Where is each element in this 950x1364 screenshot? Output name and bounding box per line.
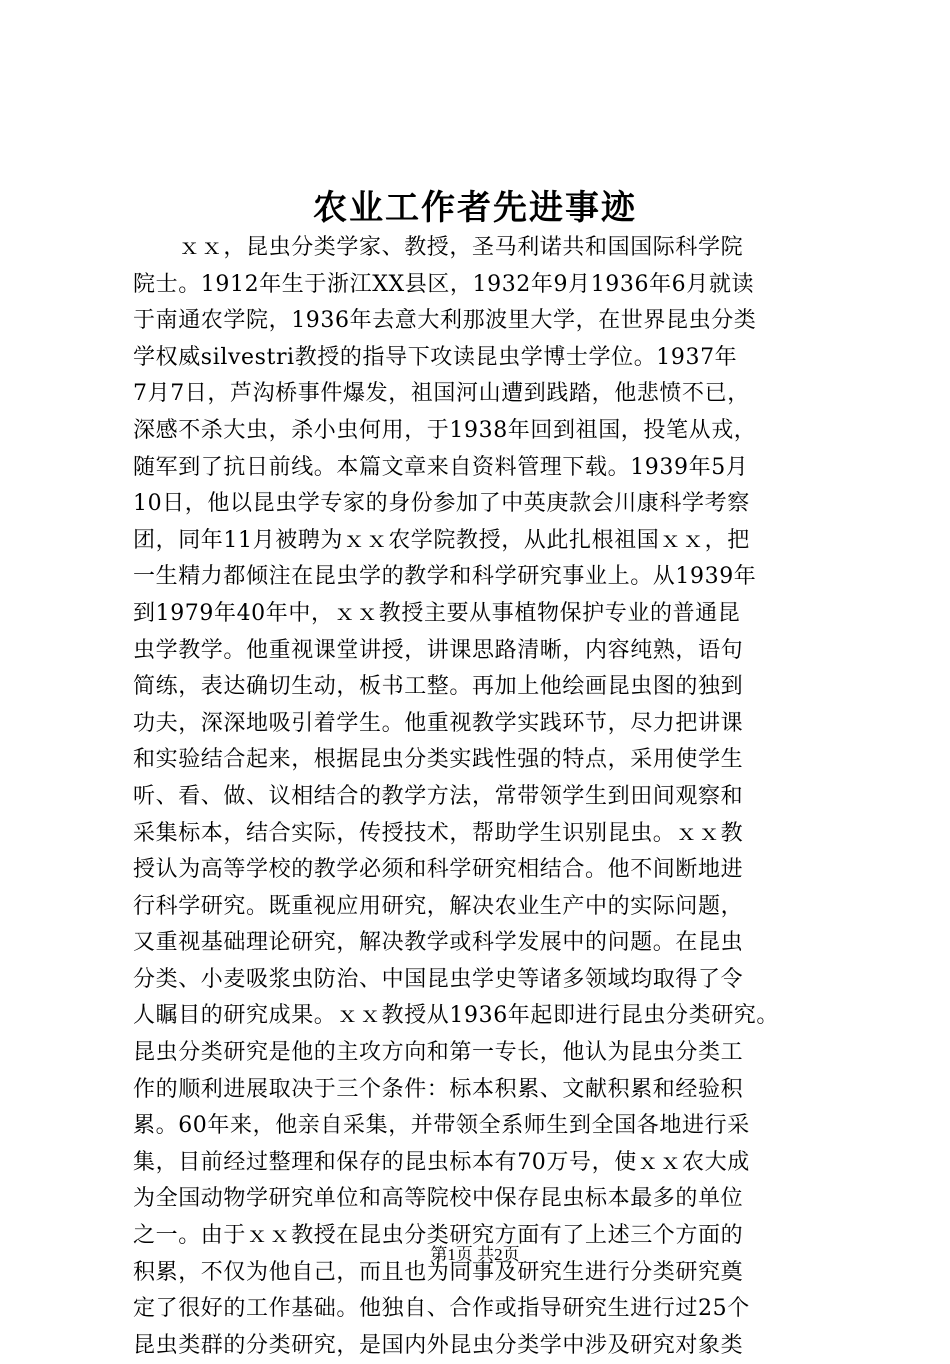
body-text-line: 分类、小麦吸浆虫防治、中国昆虫学史等诸多领域均取得了令 bbox=[133, 966, 744, 992]
body-text-line: 团，同年11月被聘为ｘｘ农学院教授，从此扎根祖国ｘｘ，把 bbox=[133, 527, 750, 553]
body-text-line: 10日，他以昆虫学专家的身份参加了中英庚款会川康科学考察 bbox=[133, 491, 750, 517]
page-number-footer: 第1页 共2页 bbox=[430, 1245, 520, 1264]
body-text-line: 随军到了抗日前线。本篇文章来自资料管理下载。1939年5月 bbox=[133, 454, 749, 480]
body-text-line: 之一。由于ｘｘ教授在昆虫分类研究方面有了上述三个方面的 bbox=[133, 1223, 744, 1249]
body-text-line: 虫学教学。他重视课堂讲授，讲课思路清晰，内容纯熟，语句 bbox=[133, 637, 744, 663]
document-body bbox=[133, 230, 835, 1364]
body-text-line: 简练，表达确切生动，板书工整。再加上他绘画昆虫图的独到 bbox=[133, 674, 744, 700]
document-title: 农业工作者先进事迹 bbox=[313, 188, 637, 228]
body-text-line: 功夫，深深地吸引着学生。他重视教学实践环节，尽力把讲课 bbox=[133, 710, 744, 736]
body-text-line: 授认为高等学校的教学必须和科学研究相结合。他不间断地进 bbox=[133, 857, 744, 883]
body-text-line: 集，目前经过整理和保存的昆虫标本有70万号，使ｘｘ农大成 bbox=[133, 1149, 750, 1175]
body-text-line: 到1979年40年中，ｘｘ教授主要从事植物保护专业的普通昆 bbox=[133, 600, 741, 626]
body-text-line: 积累，不仅为他自己，而且也为同事及研究生进行分类研究奠 bbox=[133, 1259, 744, 1285]
body-text-line: 定了很好的工作基础。他独自、合作或指导研究生进行过25个 bbox=[133, 1296, 750, 1322]
body-text-line: 和实验结合起来，根据昆虫分类实践性强的特点，采用使学生 bbox=[133, 747, 744, 773]
body-text-line: ｘｘ，昆虫分类学家、教授，圣马利诺共和国国际科学院 bbox=[133, 235, 744, 260]
body-text-line: 累。60年来，他亲自采集，并带领全系师生到全国各地进行采 bbox=[133, 1113, 750, 1139]
body-text-line: 为全国动物学研究单位和高等院校中保存昆虫标本最多的单位 bbox=[133, 1186, 744, 1212]
body-text-line: 深感不杀大虫，杀小虫何用，于1938年回到祖国，投笔从戎， bbox=[133, 417, 757, 443]
body-text-line: 听、看、做、议相结合的教学方法，常带领学生到田间观察和 bbox=[133, 783, 744, 809]
body-text-line: 一生精力都倾注在昆虫学的教学和科学研究事业上。从1939年 bbox=[133, 564, 757, 590]
body-text-line: 昆虫分类研究是他的主攻方向和第一专长，他认为昆虫分类工 bbox=[133, 1040, 744, 1066]
body-text-line: 院士。1912年生于浙江XX县区，1932年9月1936年6月就读 bbox=[133, 271, 755, 297]
body-text-line: 7月7日，芦沟桥事件爆发，祖国河山遭到践踏，他悲愤不已， bbox=[133, 381, 750, 407]
body-text-line: 于南通农学院，1936年去意大利那波里大学，在世界昆虫分类 bbox=[133, 308, 757, 334]
body-text-line: 作的顺利进展取决于三个条件：标本积累、文献积累和经验积 bbox=[133, 1076, 744, 1102]
body-text-line: 昆虫类群的分类研究，是国内外昆虫分类学中涉及研究对象类 bbox=[133, 1332, 744, 1358]
body-text-line: 人瞩目的研究成果。ｘｘ教授从1936年起即进行昆虫分类研究。 bbox=[133, 1003, 779, 1029]
body-text-line: 学权威silvestri教授的指导下攻读昆虫学博士学位。1937年 bbox=[133, 344, 738, 370]
body-text-line: 行科学研究。既重视应用研究，解决农业生产中的实际问题， bbox=[133, 893, 744, 919]
body-text-line: 又重视基础理论研究，解决教学或科学发展中的问题。在昆虫 bbox=[133, 930, 744, 956]
body-text-line: 采集标本，结合实际，传授技术，帮助学生识别昆虫。ｘｘ教 bbox=[133, 820, 744, 846]
